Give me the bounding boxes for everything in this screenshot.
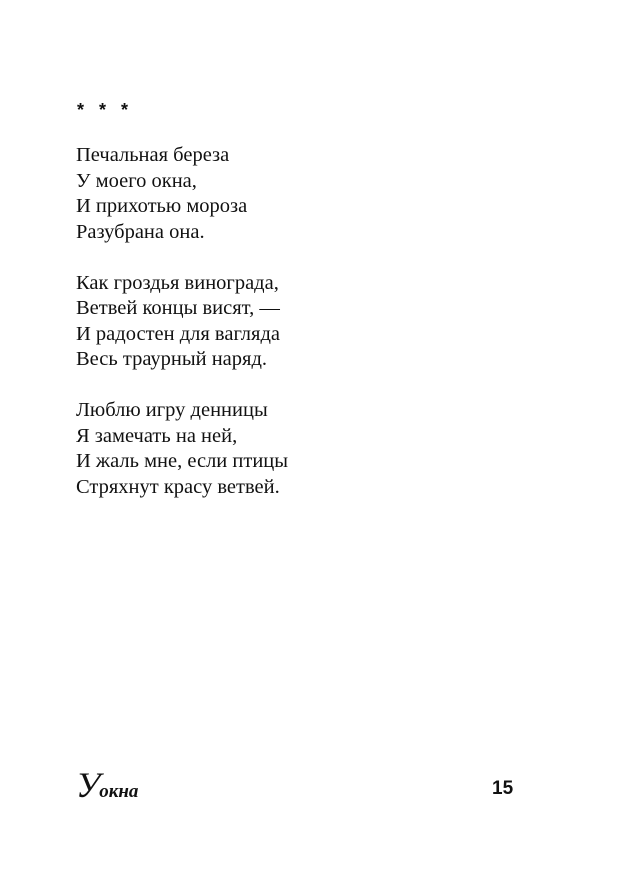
poem-line: И жаль мне, если птицы [76, 450, 289, 472]
poem-line: И прихотью мороза [76, 195, 248, 217]
page-number: 15 [492, 778, 514, 799]
poem-line: Люблю игру денницы [76, 399, 268, 421]
footer-title-rest: окна [99, 781, 139, 802]
poem-line: Разубрана она. [76, 220, 205, 243]
poem-line: Печальная береза [76, 144, 230, 166]
poem-line: Ветвей концы висят, — [76, 297, 280, 319]
running-footer-title [76, 764, 138, 806]
footer-title-initial: У [76, 765, 100, 805]
poem-line: У моего окна, [76, 169, 197, 192]
poem [76, 143, 288, 526]
poem-line: Я замечать на ней, [76, 424, 238, 447]
stanza-1 [76, 143, 288, 245]
stanza-3 [76, 398, 288, 500]
stanza-2 [76, 271, 288, 373]
section-separator: * * * [77, 100, 129, 120]
poem-line: Стряхнут красу ветвей. [76, 475, 280, 498]
poem-line: Как гроздья винограда, [76, 271, 279, 294]
poem-line: И радостен для вагляда [76, 322, 280, 345]
poem-line: Весь траурный наряд. [76, 348, 268, 370]
